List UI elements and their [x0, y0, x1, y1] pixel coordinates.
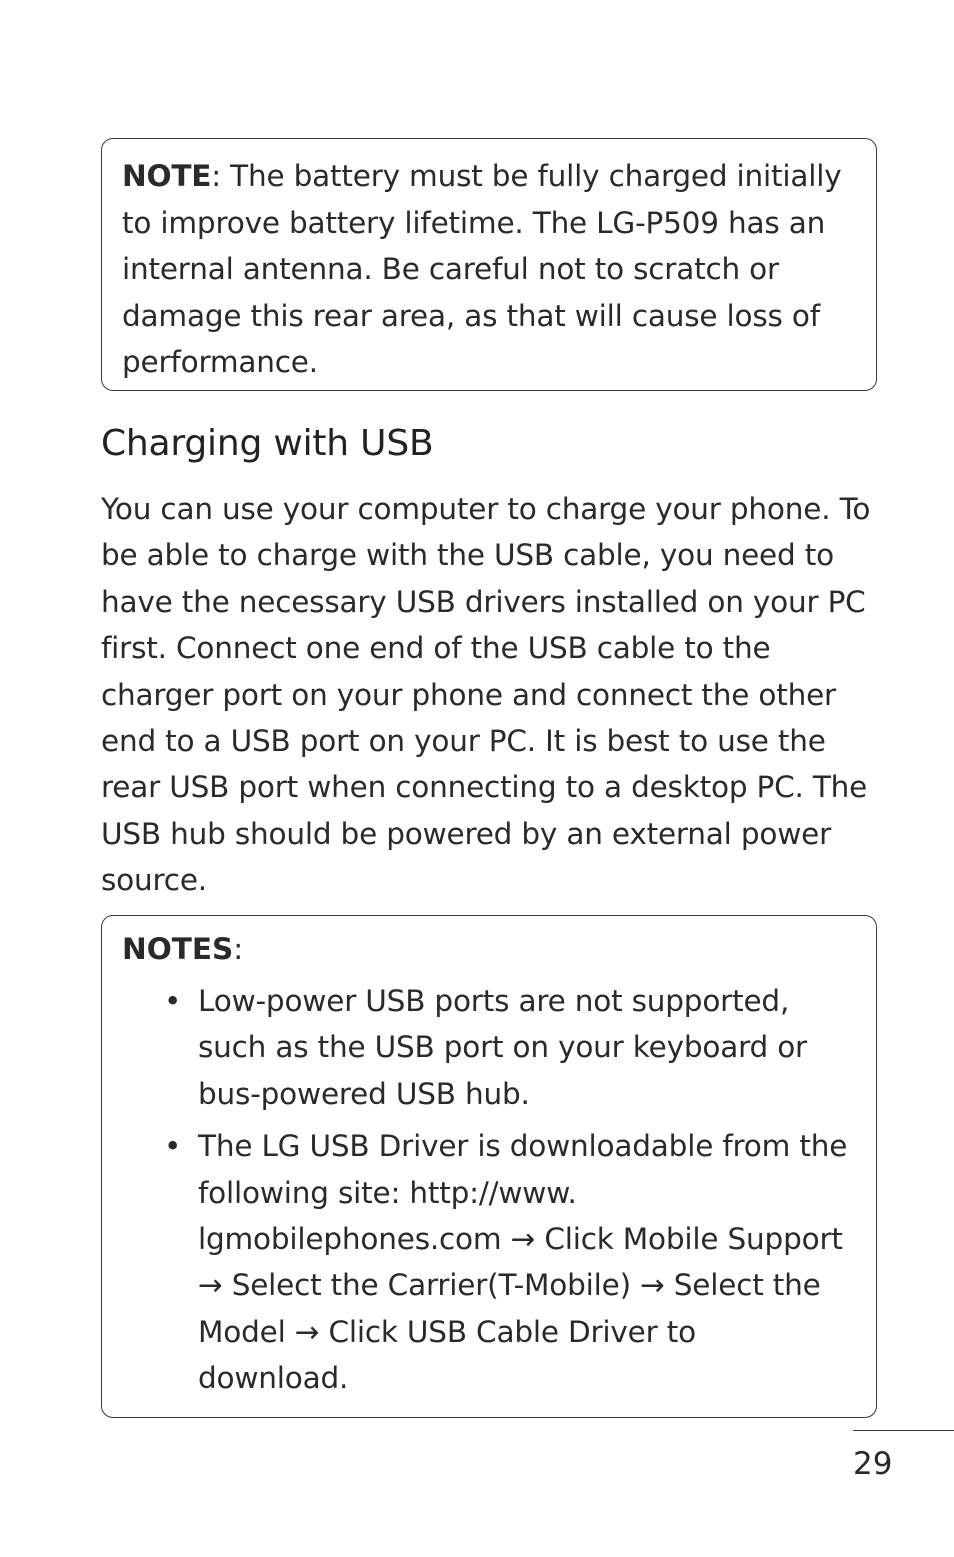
bullet-icon: •: [164, 984, 182, 1018]
page-number: 29: [853, 1446, 893, 1482]
notes-box: [101, 915, 877, 1418]
list-item: [122, 1123, 848, 1401]
bullet-icon: •: [164, 1129, 182, 1164]
note-text: [122, 153, 848, 386]
note-box: [101, 138, 877, 391]
page-number-divider: [853, 1430, 954, 1431]
note-label: NOTE: [122, 159, 212, 193]
notes-label: NOTES: [122, 932, 234, 966]
list-item-text: The LG USB Driver is downloadable from the following site: http://www. lgmobilephones.com → Click Mobile Support → Select the Carrier(T-Mobile) → Select the Model → Click USB Cable Driver to download.: [198, 1129, 848, 1396]
note-body: : The battery must be fully charged initially to improve battery lifetime. The LG-P509 has an internal antenna. Be careful not to scratch or damage this rear area, as that will cause loss of performance.: [122, 159, 842, 379]
notes-heading: [122, 926, 848, 972]
notes-list: [122, 978, 848, 1402]
section-title: Charging with USB: [101, 423, 434, 464]
section-body: You can use your computer to charge your phone. To be able to charge with the USB cable, you need to have the necessary USB drivers installed on your PC first. Connect one end of the USB cable to the charger port on your phone and connect the other end to a USB port on your PC. It is best to use the rear USB port when connecting to a desktop PC. The USB hub should be powered by an external power source.: [101, 492, 871, 898]
list-item: [122, 978, 848, 1117]
list-item-text: Low-power USB ports are not supported, such as the USB port on your keyboard or bus-powered USB hub.: [198, 984, 807, 1111]
notes-colon: :: [233, 932, 244, 966]
